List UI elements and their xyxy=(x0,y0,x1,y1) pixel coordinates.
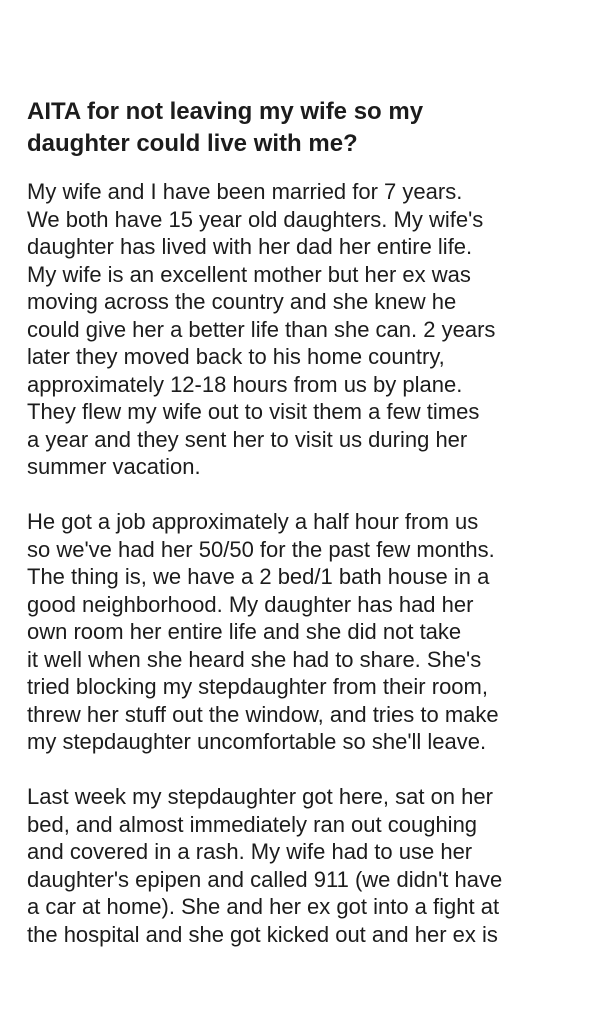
body-line: My wife and I have been married for 7 years. xyxy=(27,179,463,204)
body-line: own room her entire life and she did not take xyxy=(27,619,462,644)
title-line: daughter could live with me? xyxy=(27,130,358,157)
body-line: the hospital and she got kicked out and her ex is xyxy=(27,921,498,947)
body-line: tried blocking my stepdaughter from their room, xyxy=(27,674,488,699)
body-line: my stepdaughter uncomfortable so she'll leave. xyxy=(27,729,487,754)
body-line: The thing is, we have a 2 bed/1 bath house in a xyxy=(27,564,490,589)
body-line: threw her stuff out the window, and tries to make xyxy=(27,701,499,727)
body-line: and covered in a rash. My wife had to use her xyxy=(27,839,473,864)
body-line: daughter's epipen and called 911 (we didn't have xyxy=(27,866,503,892)
body-line: We both have 15 year old daughters. My wife's xyxy=(27,206,484,232)
body-line: it well when she heard she had to share. She's xyxy=(27,646,482,672)
body-line: so we've had her 50/50 for the past few months. xyxy=(27,536,495,562)
body-line: Last week my stepdaughter got here, sat on her xyxy=(27,784,493,809)
body-line: a year and they sent her to visit us during her xyxy=(27,426,468,452)
post-title xyxy=(27,96,587,160)
body-line: later they moved back to his home country, xyxy=(27,344,445,369)
paragraph-2 xyxy=(27,508,602,756)
post-body xyxy=(27,178,602,976)
paragraph-1 xyxy=(27,178,602,481)
body-line: moving across the country and she knew he xyxy=(27,289,457,314)
body-line: bed, and almost immediately ran out coughing xyxy=(27,811,478,837)
body-line: could give her a better life than she can. 2 years xyxy=(27,316,496,342)
body-line: My wife is an excellent mother but her ex was xyxy=(27,261,471,287)
paragraph-3 xyxy=(27,783,602,948)
body-line: He got a job approximately a half hour from us xyxy=(27,509,479,534)
body-line: They flew my wife out to visit them a few times xyxy=(27,399,480,424)
body-line: daughter has lived with her dad her entire life. xyxy=(27,234,473,259)
body-line: a car at home). She and her ex got into a fight at xyxy=(27,894,500,919)
faded-header-area xyxy=(0,0,610,95)
body-line: approximately 12-18 hours from us by plane. xyxy=(27,371,463,397)
body-line: summer vacation. xyxy=(27,454,201,479)
body-line: good neighborhood. My daughter has had her xyxy=(27,591,474,617)
title-line: AITA for not leaving my wife so my xyxy=(27,98,424,125)
